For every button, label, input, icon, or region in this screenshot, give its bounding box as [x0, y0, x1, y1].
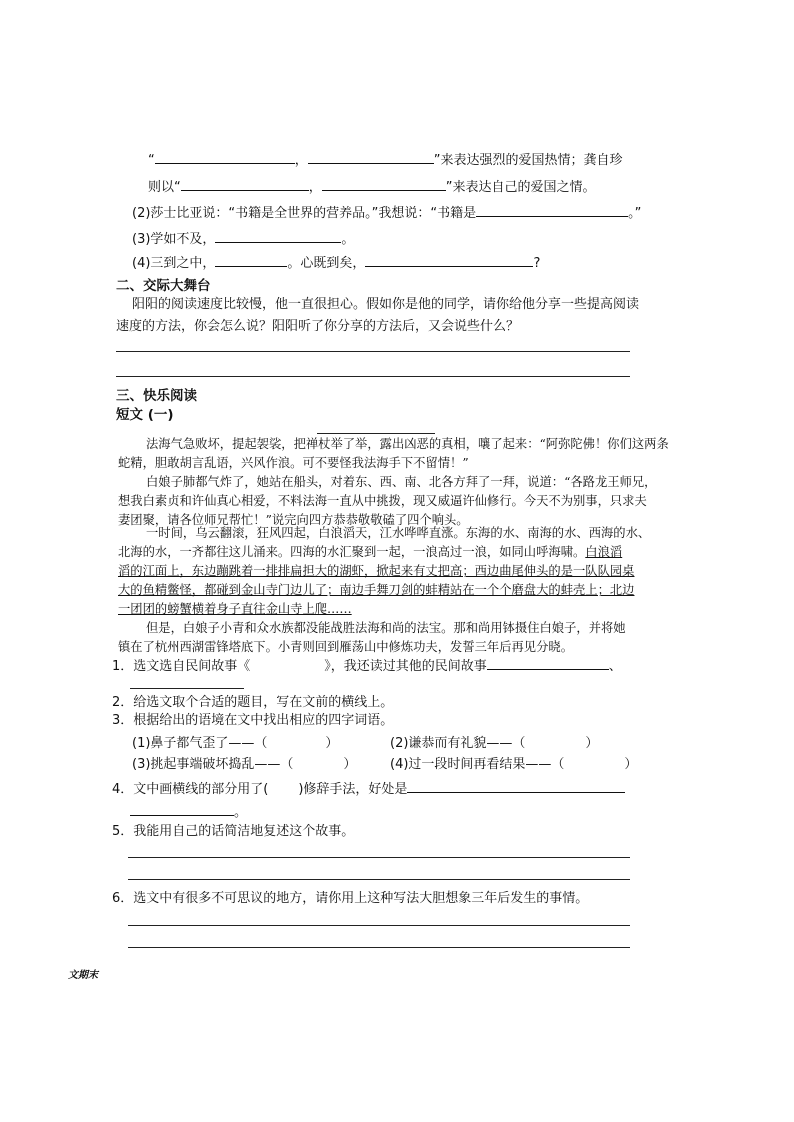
blank-field[interactable] — [215, 253, 287, 267]
passage-line: 一时间，乌云翻滚，狂风四起，白浪滔天，江水哗哗直涨。东海的水、南海的水、西海的水、 — [146, 526, 651, 540]
answer-line[interactable] — [116, 351, 630, 352]
underlined-passage-line: 滔的江面上，东边蹦跳着一排排扁担大的湖虾，掀起来有丈把高；西边曲尾伸头的是一队队园桌 — [118, 564, 635, 578]
passage-line: 白娘子肺都气炸了，她站在船头，对着东、西、南、北各方拜了一拜，说道：“各路龙王师兄， — [146, 475, 657, 489]
blank-field[interactable] — [476, 203, 628, 217]
question-6: 6．选文中有很多不可思议的地方，请你用上这种写法大胆想象三年后发生的事情。 — [112, 891, 589, 906]
answer-line[interactable] — [116, 376, 630, 377]
q1-line2: 则以“ ， ”来表达自己的爱国之情。 — [148, 177, 596, 197]
underlined-passage-line: 一团团的螃蟹横着身子直往金山寺上爬…… — [118, 602, 352, 616]
passage-line: 妻团聚，请各位师兄帮忙！”说完向四方恭恭敬敬磕了四个响头。 — [118, 513, 469, 527]
question-4: 4．文中画横线的部分用了( )修辞手法，好处是 — [112, 779, 625, 799]
blank-field[interactable] — [407, 779, 625, 793]
passage-line: 镇在了杭州西湖雷锋塔底下。小青则回到雁荡山中修炼功夫，发誓三年后再见分晓。 — [118, 640, 573, 654]
question-3-item-3: (3)挑起事端破坏捣乱——（ ） — [132, 757, 357, 772]
blank-field[interactable] — [365, 253, 533, 267]
answer-line[interactable] — [130, 688, 244, 689]
footer-text: 文期末 — [68, 970, 98, 981]
section2-para-line2: 速度的方法，你会怎么说？阳阳听了你分享的方法后，又会说些什么？ — [116, 319, 520, 334]
question-1: 1．选文选自民间故事《 》，我还读过其他的民间故事 、 — [112, 656, 622, 676]
q4-line: (4)三到之中， 。心既到矣， ? — [132, 253, 540, 273]
passage-line: 北海的水，一齐都往这儿涌来。四海的水汇聚到一起，一浪高过一浪，如同山呼海啸。白浪滔 — [118, 545, 623, 559]
passage-line: 想我白素贞和许仙真心相爱，不料法海一直从中挑拨，现又威逼许仙修行。今天不为别事，只求夫 — [118, 494, 647, 508]
section3-heading: 三、快乐阅读 — [116, 388, 197, 404]
question-2: 2．给选文取个合适的题目，写在文前的横线上。 — [112, 695, 394, 710]
underlined-passage-line: 大的鱼精鳖怪，都碰到金山寺门边儿了；南边手舞刀剑的蚌精站在一个个磨盘大的蚌壳上；北边 — [118, 583, 635, 597]
blank-field[interactable] — [308, 150, 434, 164]
answer-line[interactable] — [128, 925, 630, 926]
blank-field[interactable] — [130, 802, 234, 816]
question-3-item-2: (2)谦恭而有礼貌——（ ） — [390, 736, 599, 751]
answer-line[interactable] — [128, 879, 630, 880]
q3-line: (3)学如不及， 。 — [132, 229, 354, 249]
question-5: 5．我能用自己的话简洁地复述这个故事。 — [112, 824, 355, 839]
passage-line: 但是，白娘子小青和众水族都没能战胜法海和尚的法宝。那和尚用钵摄住白娘子，并将她 — [146, 621, 626, 635]
question-3: 3．根据给出的语境在文中找出相应的四字词语。 — [112, 713, 394, 728]
underlined-text: 白浪滔 — [585, 545, 623, 559]
blank-field[interactable] — [322, 177, 446, 191]
passage-line: 法海气急败坏，提起袈裟，把禅杖举了举，露出凶恶的真相，嚷了起来：“阿弥陀佛！你们这两条 — [146, 437, 669, 451]
blank-field[interactable] — [487, 656, 609, 670]
blank-field[interactable] — [155, 150, 295, 164]
q1-line1: “ ， ”来表达强烈的爱国热情；龚自珍 — [148, 150, 623, 170]
passage-line: 蛇精，胆敢胡言乱语，兴风作浪。可不要怪我法海手下不留情！” — [118, 456, 469, 470]
title-blank-line[interactable] — [317, 433, 435, 434]
answer-line[interactable] — [128, 857, 630, 858]
section2-para-line1: 阳阳的阅读速度比较慢，他一直很担心。假如你是他的同学，请你给他分享一些提高阅读 — [132, 297, 640, 312]
blank-field[interactable] — [181, 177, 309, 191]
passage-subheading: 短文 (一) — [116, 407, 174, 423]
section2-heading: 二、交际大舞台 — [116, 278, 211, 294]
answer-line[interactable] — [128, 947, 630, 948]
question-3-item-4: (4)过一段时间再看结果——（ ） — [390, 757, 638, 772]
q2-line: (2)莎士比亚说：“书籍是全世界的营养品。”我想说：“书籍是 。” — [132, 203, 641, 223]
blank-field[interactable] — [215, 229, 341, 243]
question-4-line2: 。 — [130, 802, 247, 822]
question-3-item-1: (1)鼻子都气歪了——（ ） — [132, 736, 339, 751]
